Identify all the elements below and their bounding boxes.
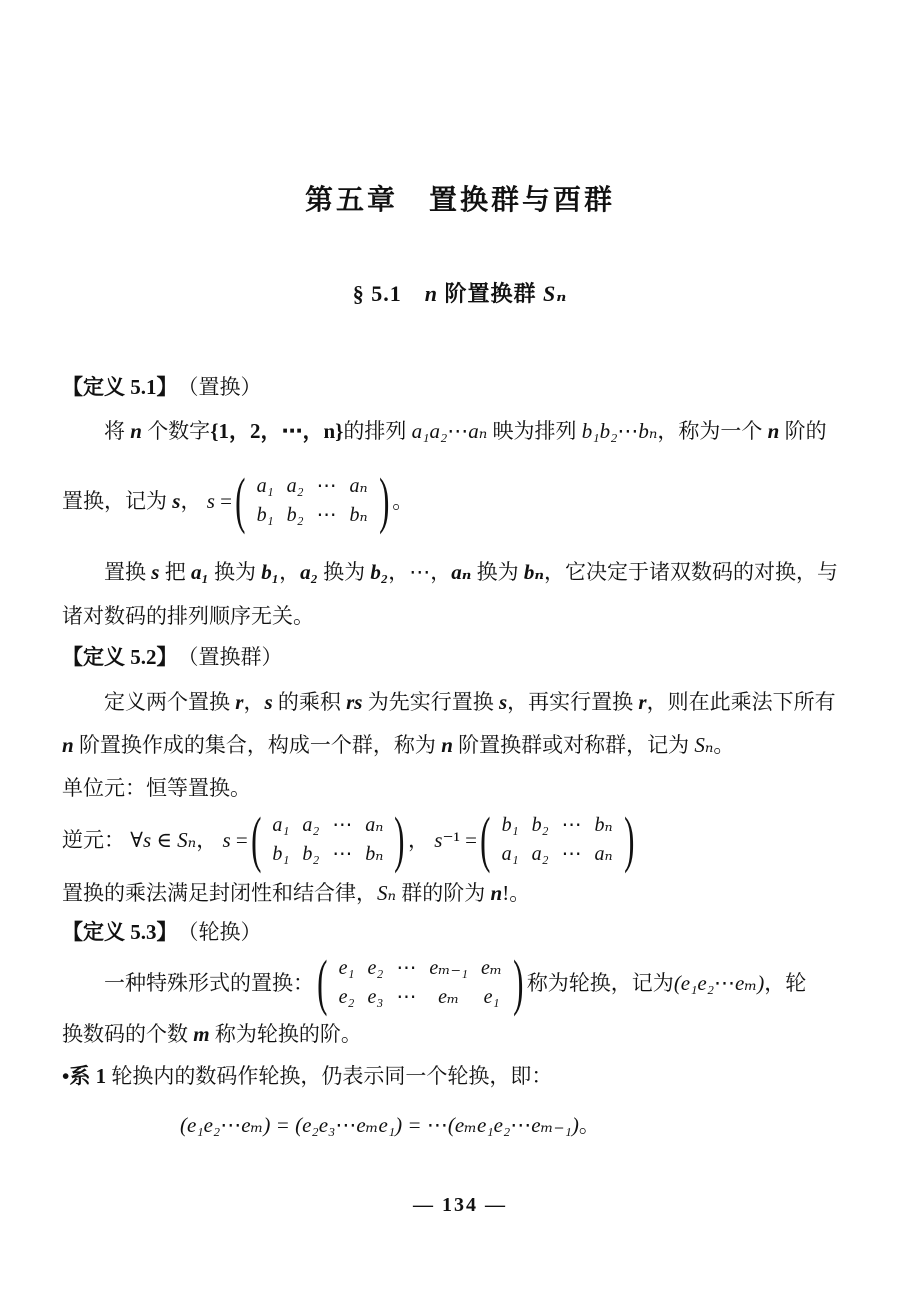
inverse-prefix: 逆元： ∀s ∈ Sₙ， s = (62, 827, 248, 852)
chapter-title: 第五章 置换群与酉群 (304, 185, 615, 216)
cycle-definition-prefix: 一种特殊形式的置换： (104, 970, 314, 995)
definition-5-3-heading: 【定义 5.3】 （轮换） (62, 920, 262, 944)
inverse-element-line (62, 805, 637, 874)
permutation-matrix-s: ( a₁ a₂ ⋯ aₙ b₁ b₂ ⋯ bₙ ) (235, 466, 390, 535)
definition-5-1-text-line-1: 将 n 个数字{1，2，⋯，n}的排列 a₁a₂⋯aₙ 映为排列 b₁b₂⋯bₙ，称为一个 n 阶的 (104, 419, 827, 443)
section-title: § 5.1 n 阶置换群 Sₙ (352, 281, 568, 306)
inverse-mid: ， s⁻¹ = (408, 827, 477, 852)
corollary-1-line: •系 1 轮换内的数码作轮换，仍表示同一个轮换，即： (62, 1064, 553, 1088)
definition-5-3-text-line-2: 换数码的个数 m 称为轮换的阶。 (62, 1022, 362, 1046)
definition-5-2-heading: 【定义 5.2】 （置换群） (62, 645, 283, 669)
formula-s-equals-prefix: 置换，记为 s， s = (62, 488, 232, 513)
definition-5-3-formula-line (62, 950, 806, 1016)
cycle-matrix: ( e₁ e₂ ⋯ eₘ₋₁ eₘ e₂ e₃ ⋯ eₘ e₁ ) (317, 948, 524, 1017)
definition-5-1-paragraph-2-line-2: 诸对数码的排列顺序无关。 (62, 604, 314, 628)
definition-5-2-text-line-2: n 阶置换作成的集合，构成一个群，称为 n 阶置换群或对称群，记为 Sₙ。 (62, 733, 735, 757)
identity-element-line: 单位元：恒等置换。 (62, 776, 251, 800)
definition-5-1-formula-line (62, 466, 413, 536)
page-number: — 134 — (413, 1194, 507, 1216)
cycle-definition-suffix: 称为轮换，记为(e₁e₂⋯eₘ)，轮 (526, 970, 807, 995)
closure-associativity-line: 置换的乘法满足封闭性和结合律，Sₙ 群的阶为 n!。 (62, 881, 531, 905)
permutation-matrix-s2: ( a₁ a₂ ⋯ aₙ b₁ b₂ ⋯ bₙ ) (250, 805, 405, 874)
definition-5-1-paragraph-2-line-1: 置换 s 把 a₁ 换为 b₁，a₂ 换为 b₂，⋯，aₙ 换为 bₙ，它决定于诸双数码的对换，与 (104, 560, 838, 584)
definition-5-2-text-line-1: 定义两个置换 r，s 的乘积 rs 为先实行置换 s，再实行置换 r，则在此乘法下所有 (104, 690, 836, 714)
permutation-matrix-s-inverse: ( b₁ b₂ ⋯ bₙ a₁ a₂ ⋯ aₙ ) (480, 805, 635, 874)
definition-5-1-heading: 【定义 5.1】 （置换） (62, 375, 262, 399)
formula-s-equals-suffix: 。 (392, 488, 414, 513)
corollary-1-formula: (e₁e₂⋯eₘ) = (e₂e₃⋯eₘe₁) = ⋯(eₘe₁e₂⋯eₘ₋₁)。 (180, 1113, 600, 1137)
